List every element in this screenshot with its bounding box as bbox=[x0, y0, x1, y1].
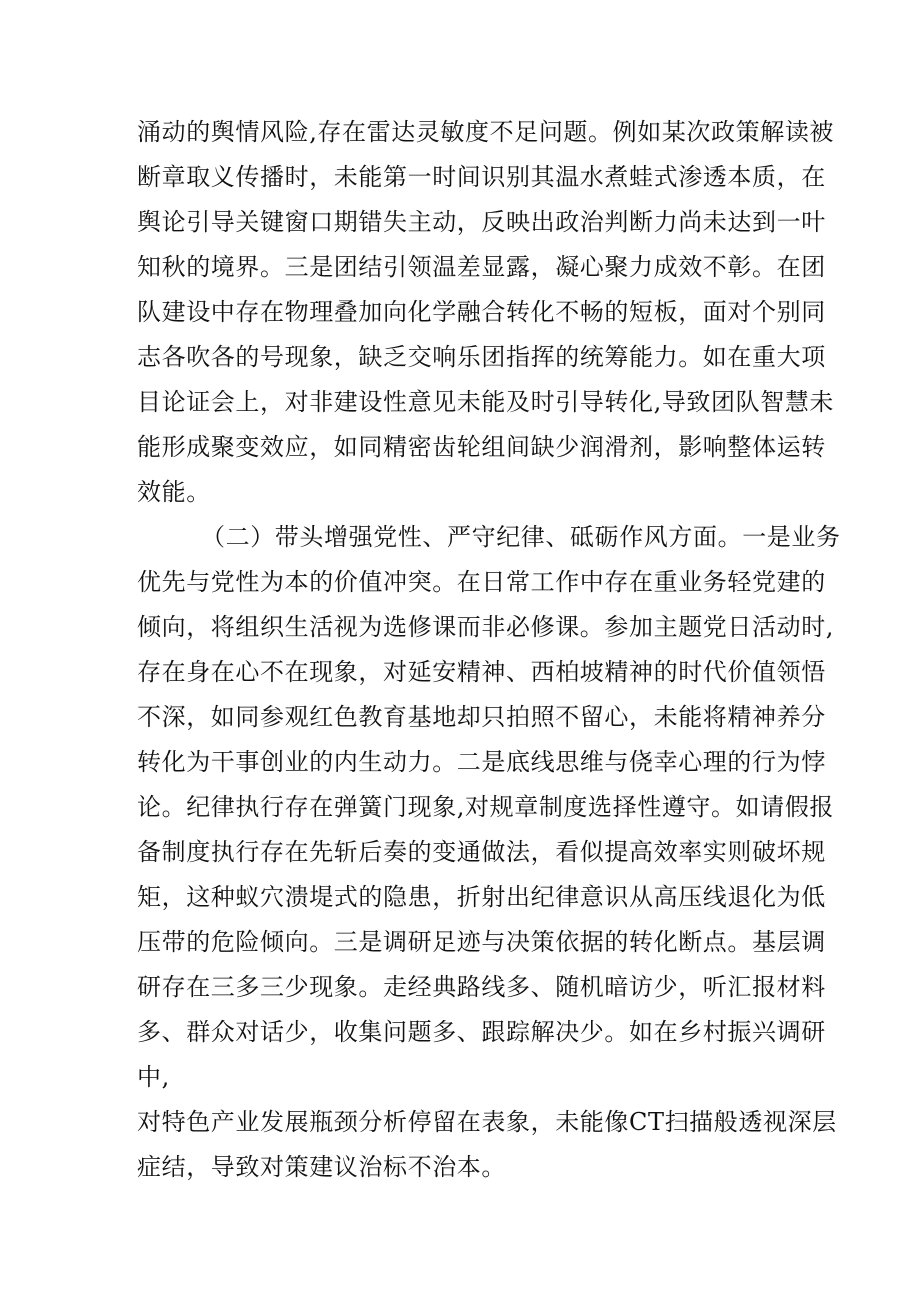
text-line: 舆论引导关键窗口期错失主动，反映出政治判断力尚未达到一叶 bbox=[137, 208, 826, 236]
text-line: 倾向，将组织生活视为选修课而非必修课。参加主题党日活动时, bbox=[137, 613, 835, 641]
text-line: 论。纪律执行存在弹簧门现象,对规章制度选择性遵守。如请假报 bbox=[137, 793, 835, 821]
text-line: 不深，如同参观红色教育基地却只拍照不留心，未能将精神养分 bbox=[137, 703, 826, 731]
text-line: 知秋的境界。三是团结引领温差显露，凝心聚力成效不彰。在团 bbox=[137, 253, 826, 281]
text-line: 症结，导致对策建议治标不治本。 bbox=[137, 1153, 506, 1181]
text-line: 目论证会上，对非建设性意见未能及时引导转化,导致团队智慧未 bbox=[137, 388, 835, 416]
text-line: 研存在三多三少现象。走经典路线多、随机暗访少，听汇报材料 bbox=[137, 973, 826, 1001]
text-line: 队建设中存在物理叠加向化学融合转化不畅的短板，面对个别同 bbox=[137, 298, 826, 326]
text-line: 备制度执行存在先斩后奏的变通做法，看似提高效率实则破坏规 bbox=[137, 838, 826, 866]
text-line: 效能。 bbox=[137, 478, 211, 506]
text-line: 断章取义传播时，未能第一时间识别其温水煮蛙式渗透本质，在 bbox=[137, 163, 826, 191]
text-line: 优先与党性为本的价值冲突。在日常工作中存在重业务轻党建的 bbox=[137, 568, 826, 596]
text-line: 矩，这种蚁穴溃堤式的隐患，折射出纪律意识从高压线退化为低 bbox=[137, 883, 826, 911]
text-line: 转化为干事创业的内生动力。二是底线思维与侥幸心理的行为悖 bbox=[137, 748, 826, 776]
text-line: 对特色产业发展瓶颈分析停留在表象，未能像CT扫描般透视深层 bbox=[137, 1108, 837, 1136]
text-line: 涌动的舆情风险,存在雷达灵敏度不足问题。例如某次政策解读被 bbox=[137, 118, 835, 146]
text-line: 中, bbox=[137, 1063, 170, 1091]
text-line: 志各吹各的号现象，缺乏交响乐团指挥的统筹能力。如在重大项 bbox=[137, 343, 826, 371]
section-heading-line: （二）带头增强党性、严守纪律、砥砺作风方面。一是业务 bbox=[201, 523, 841, 551]
text-line: 压带的危险倾向。三是调研足迹与决策依据的转化断点。基层调 bbox=[137, 928, 826, 956]
text-line: 能形成聚变效应，如同精密齿轮组间缺少润滑剂，影响整体运转 bbox=[137, 433, 826, 461]
text-line: 存在身在心不在现象，对延安精神、西柏坡精神的时代价值领悟 bbox=[137, 658, 826, 686]
text-line: 多、群众对话少，收集问题多、跟踪解决少。如在乡村振兴调研 bbox=[137, 1018, 826, 1046]
